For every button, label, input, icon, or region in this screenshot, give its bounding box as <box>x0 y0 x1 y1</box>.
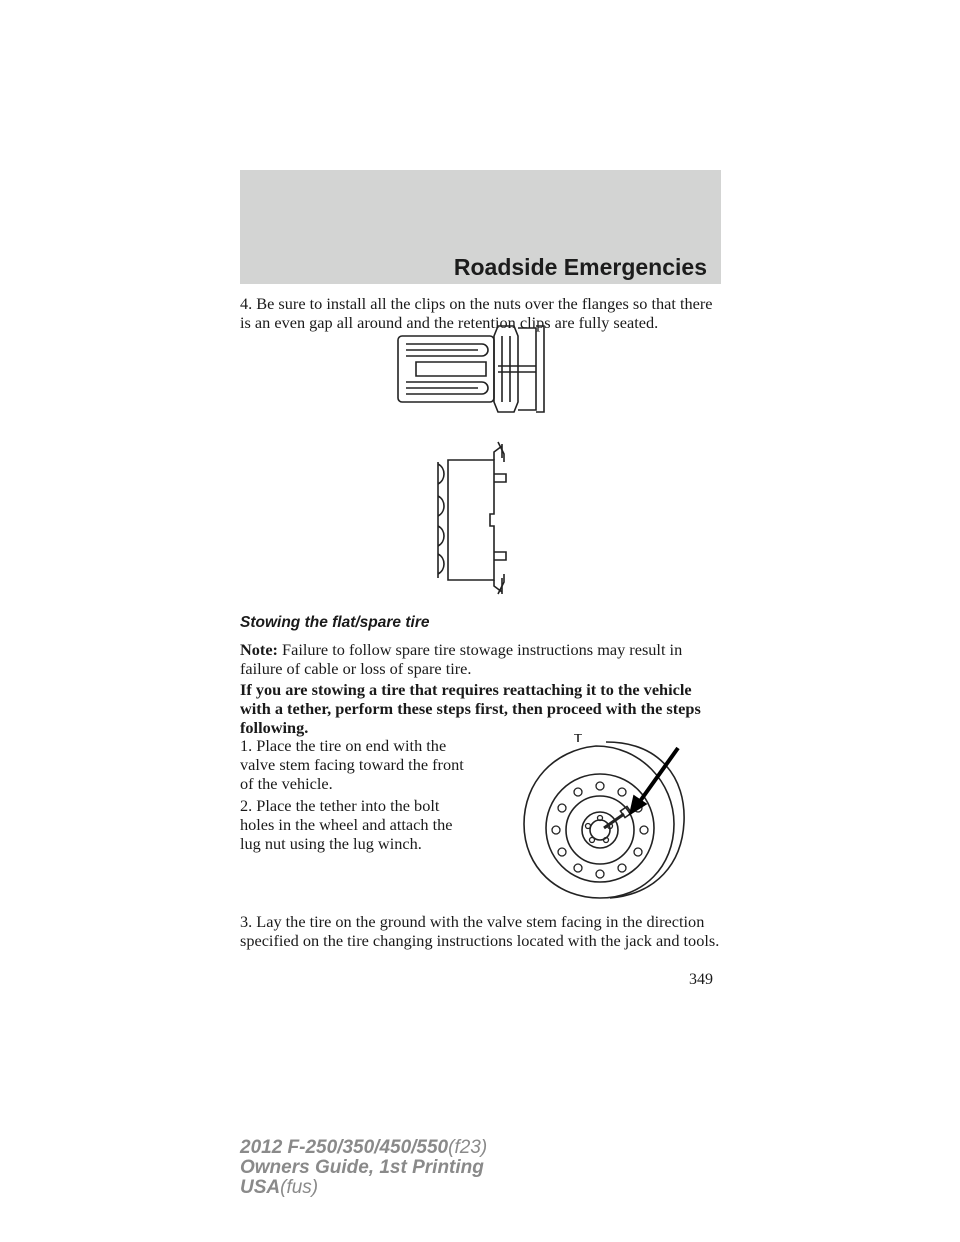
note-text: Failure to follow spare tire stowage instructions may result in failure of cable or loss of spare tire. <box>240 640 683 678</box>
footer-line-1 <box>240 1138 487 1158</box>
footer-market: USA <box>240 1177 281 1198</box>
footer-model: 2012 F-250/350/450/550 <box>240 1137 449 1158</box>
note-paragraph <box>240 640 725 678</box>
section-title: Roadside Emergencies <box>453 254 707 280</box>
lug-nut-clip-illustration <box>394 322 550 416</box>
lug-nut-side-illustration <box>432 440 516 596</box>
step-1-text: 1. Place the tire on end with the valve stem facing toward the front of the vehicle. <box>240 736 464 793</box>
step-3-text: 3. Lay the tire on the ground with the valve stem facing in the direction specified on the tire changing instructions located with the jack and tools. <box>240 912 720 950</box>
tether-warning-text: If you are stowing a tire that requires reattaching it to the vehicle with a tether, perform these steps first, then proceed with the steps following. <box>240 680 701 737</box>
footer-market-code: (fus) <box>280 1177 319 1198</box>
footer-line-3 <box>240 1178 487 1198</box>
spare-tire-illustration <box>520 734 692 902</box>
section-header-band <box>240 170 721 284</box>
subheading-stowing: Stowing the flat/spare tire <box>240 614 430 631</box>
page-number: 349 <box>689 971 713 988</box>
note-label: Note: <box>240 640 278 659</box>
step-4-text: 4. Be sure to install all the clips on the nuts over the flanges so that there is an even gap all around and the retention clips are fully seated. <box>240 294 713 332</box>
footer-line-2: Owners Guide, 1st Printing <box>240 1157 484 1178</box>
footer-print-info <box>240 1138 487 1198</box>
step-2-text: 2. Place the tether into the bolt holes in the wheel and attach the lug nut using the lug winch. <box>240 796 453 853</box>
footer-model-code: (f23) <box>448 1137 488 1158</box>
